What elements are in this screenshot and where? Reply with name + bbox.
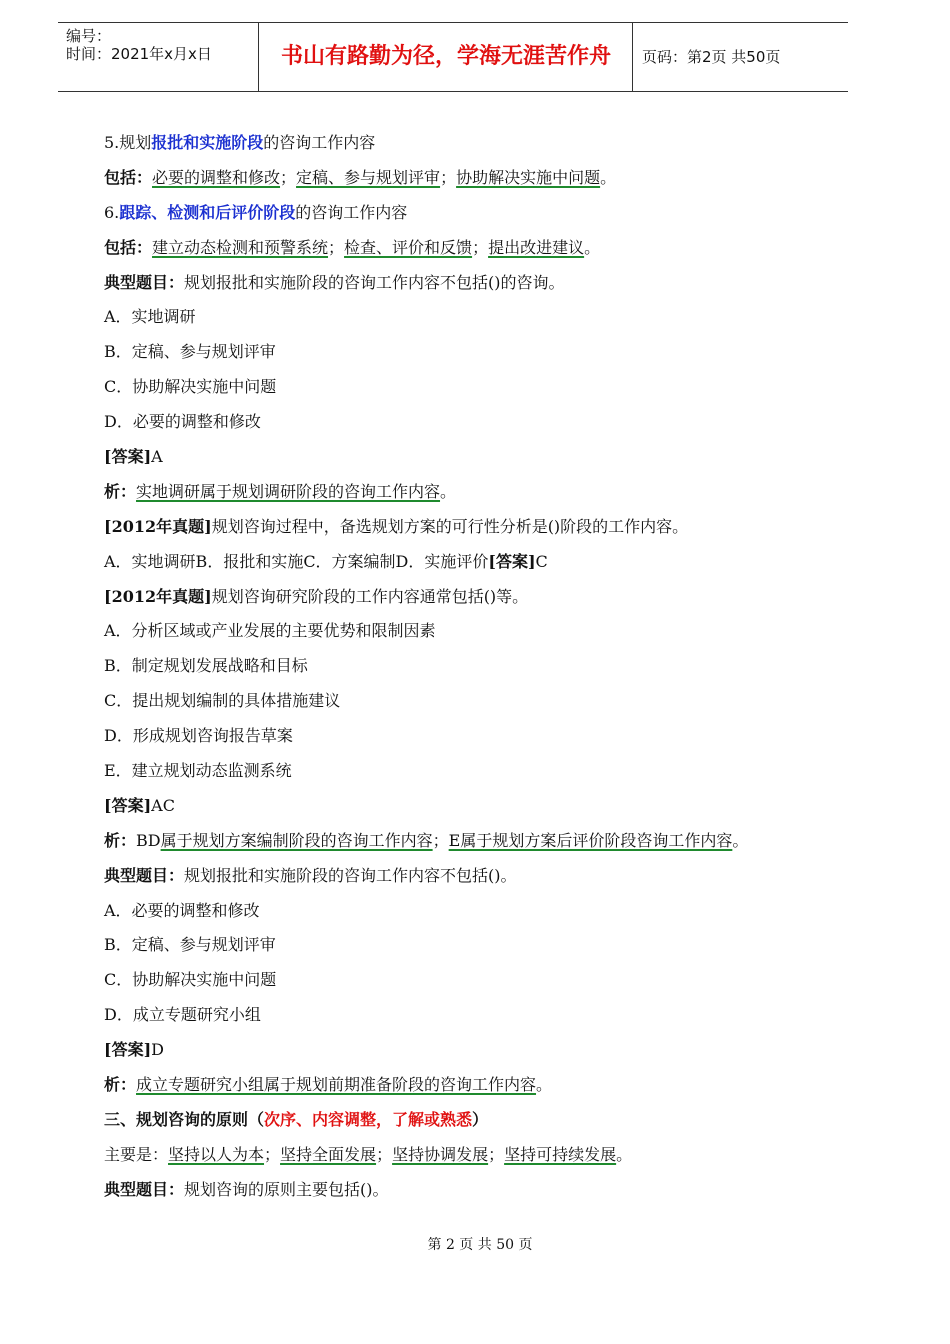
document-body [104, 126, 844, 1208]
analysis-1: 析：实地调研属于规划调研阶段的咨询工作内容。 [104, 481, 457, 501]
option-a: A．分析区域或产业发展的主要优势和限制因素 [104, 621, 436, 641]
question-5: 典型题目：规划咨询的原则主要包括()。 [104, 1179, 389, 1199]
option-b: B．制定规划发展战略和目标 [104, 656, 308, 676]
answer-1: [答案]A [104, 447, 163, 467]
analysis-4: 析：成立专题研究小组属于规划前期准备阶段的咨询工作内容。 [104, 1075, 553, 1095]
question-2-options: A．实地调研B．报批和实施C．方案编制D．实施评价[答案]C [104, 551, 548, 571]
analysis-3: 析：BD属于规划方案编制阶段的咨询工作内容；E属于规划方案后评价阶段咨询工作内容。 [104, 830, 749, 850]
option-c: C．提出规划编制的具体措施建议 [104, 691, 341, 711]
header-page-number: 页码：第2页 共50页 [642, 48, 781, 66]
header-time: 时间：2021年x月x日 [66, 45, 212, 63]
answer-3: [答案]AC [104, 795, 175, 815]
option-c: C．协助解决实施中问题 [104, 970, 277, 990]
option-a: A．实地调研 [104, 307, 196, 327]
option-b: B．定稿、参与规划评审 [104, 342, 276, 362]
header-divider [258, 23, 259, 91]
section-5-heading: 5.规划报批和实施阶段的咨询工作内容 [104, 133, 376, 152]
header-motto: 书山有路勤为径，学海无涯苦作舟 [280, 44, 611, 69]
option-b: B．定稿、参与规划评审 [104, 935, 276, 955]
option-d: D．成立专题研究小组 [104, 1005, 261, 1025]
section-6-heading: 6.跟踪、检测和后评价阶段的咨询工作内容 [104, 202, 408, 222]
option-d: D．必要的调整和修改 [104, 412, 261, 432]
question-2: [2012年真题]规划咨询过程中，备选规划方案的可行性分析是()阶段的工作内容。 [104, 516, 689, 536]
question-4: 典型题目：规划报批和实施阶段的咨询工作内容不包括()。 [104, 865, 517, 885]
section-3-heading: 三、规划咨询的原则（次序、内容调整，了解或熟悉） [104, 1109, 489, 1129]
section-5-items: 包括：必要的调整和修改；定稿、参与规划评审；协助解决实施中问题。 [104, 167, 617, 187]
page-footer: 第 2 页 共 50 页 [427, 1237, 533, 1253]
question-1: 典型题目：规划报批和实施阶段的咨询工作内容不包括()的咨询。 [104, 272, 565, 292]
option-a: A．必要的调整和修改 [104, 900, 260, 920]
header-number: 编号： [66, 27, 112, 45]
header-meta [66, 27, 212, 63]
option-c: C．协助解决实施中问题 [104, 377, 277, 397]
section-6-items: 包括：建立动态检测和预警系统；检查、评价和反馈；提出改进建议。 [104, 237, 601, 257]
question-3: [2012年真题]规划咨询研究阶段的工作内容通常包括()等。 [104, 586, 529, 606]
option-d: D．形成规划咨询报告草案 [104, 726, 293, 746]
option-e: E．建立规划动态监测系统 [104, 761, 292, 781]
answer-4: [答案]D [104, 1040, 164, 1060]
page-header [58, 22, 848, 92]
header-divider [632, 23, 633, 91]
principles-list: 主要是：坚持以人为本；坚持全面发展；坚持协调发展；坚持可持续发展。 [104, 1144, 633, 1164]
